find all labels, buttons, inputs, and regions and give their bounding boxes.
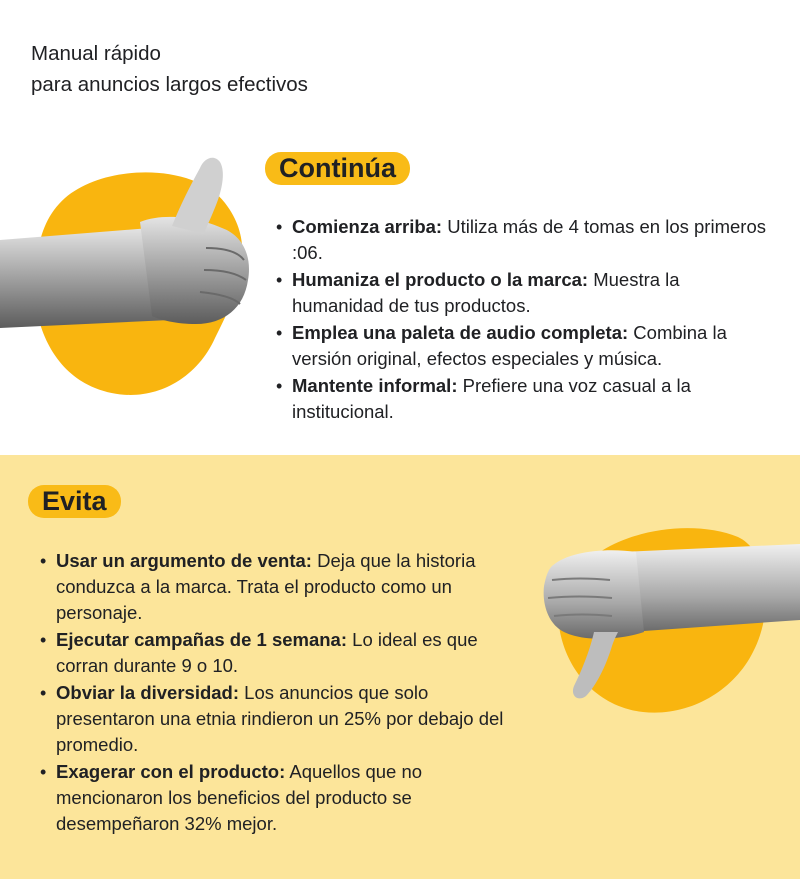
list-item: • Obviar la diversidad: Los anuncios que solo presentaron una etnia rindieron un 25% por debajo del promedio.	[40, 680, 520, 758]
page-title-line-2: para anuncios largos efectivos	[31, 73, 308, 96]
thumbs-down-icon	[540, 540, 800, 710]
list-item: • Exagerar con el producto: Aquellos que no mencionaron los beneficios del producto se desempeñaron 32% mejor.	[40, 759, 520, 837]
evita-heading: Evita	[28, 485, 121, 518]
list-item: • Mantente informal: Prefiere una voz casual a la institucional.	[276, 373, 776, 425]
list-item: • Emplea una paleta de audio completa: Combina la versión original, efectos especiales y música.	[276, 320, 776, 372]
list-item: • Comienza arriba: Utiliza más de 4 tomas en los primeros :06.	[276, 214, 776, 266]
continua-list	[276, 214, 776, 426]
list-item: • Humaniza el producto o la marca: Muestra la humanidad de tus productos.	[276, 267, 776, 319]
page-title-line-1: Manual rápido	[31, 42, 161, 65]
list-item: • Ejecutar campañas de 1 semana: Lo ideal es que corran durante 9 o 10.	[40, 627, 520, 679]
page-title	[31, 38, 308, 100]
thumbs-up-icon	[0, 148, 260, 340]
evita-list	[40, 548, 520, 838]
list-item: • Usar un argumento de venta: Deja que la historia conduzca a la marca. Trata el producto como un personaje.	[40, 548, 520, 626]
continua-heading: Continúa	[265, 152, 410, 185]
